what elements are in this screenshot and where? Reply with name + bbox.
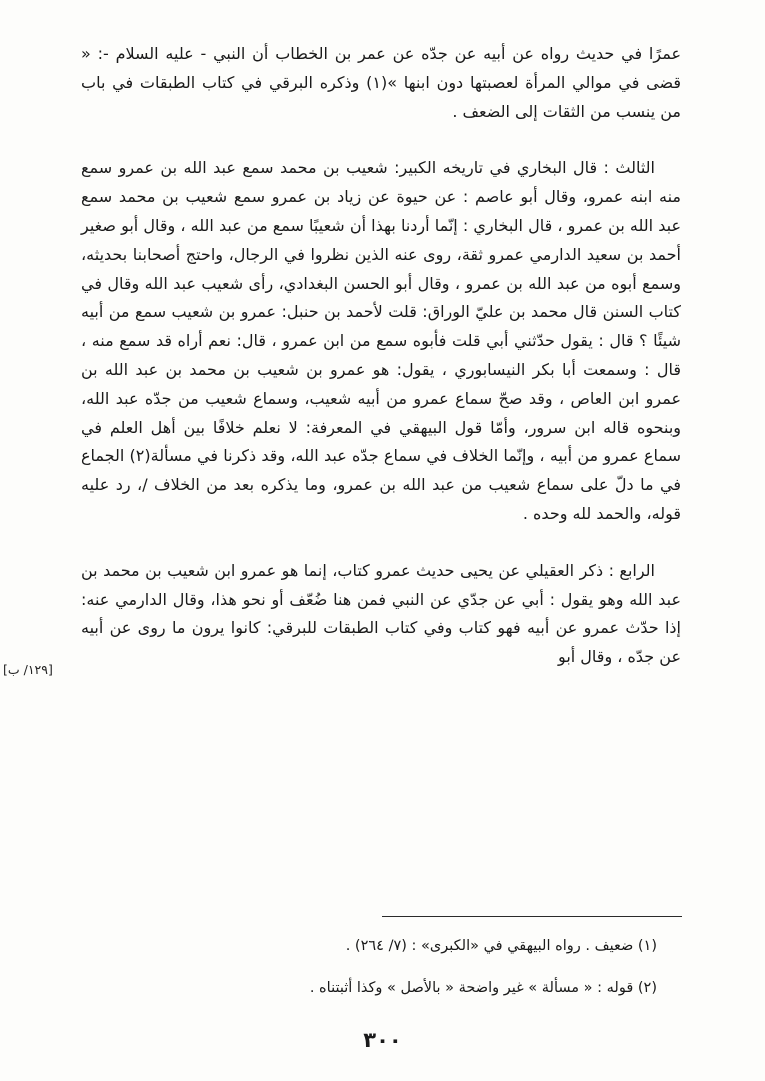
margin-folio-note: [١٢٩/ ب] [3,662,53,677]
paragraph-third: الثالث : قال البخاري في تاريخه الكبير: شعيب بن محمد سمع عبد الله بن عمرو سمع منه ابنه عمرو، وقال أبو عاصم : عن حيوة عن زياد بن عمرو سمع شعيب بن محمد سمع عبد الله بن عمرو ، قال البخاري : إنّما أردنا بهذا أن شعيبًا سمع من عبد الله ، وقال أبو صغير أحمد بن سعيد الدارمي عمرو ثقة، روى عنه الذين نظروا في الرجال، واحتج أصحابنا بحديثه، وسمع أبوه من عبد الله بن عمرو ، وقال أبو الحسن البغدادي، رأى شعيب عبد الله وقال في كتاب السنن قال محمد بن عليّ الوراق: قلت لأحمد بن حنبل: عمرو بن شعيب سمع من أبيه شيئًا ؟ قال : يقول حدّثني أبي قلت فأبوه سمع من ابن عمرو ، قال: نعم أراه قد سمع منه ، قال : وسمعت أبا بكر النيسابوري ، يقول: هو عمرو بن شعيب بن محمد بن عبد الله بن عمرو ابن العاص ، وقد صحّ سماع عمرو من أبيه شعيب، وسماع شعيب من جدّه عبد الله، وبنحوه قاله ابن سرور، وأمّا قول البيهقي في المعرفة: لا نعلم خلافًا بين أهل العلم في سماع عمرو من أبيه ، وإنّما الخلاف في سماع جدّه عبد الله، وقد ذكرنا في مسألة(٢) الجماع في ما دلّ على سماع شعيب من عبد الله بن عمرو، وما يذكره بعد من الخلاف /، رد عليه قوله، والحمد لله وحده . [81,158,681,523]
main-text [81,40,681,700]
footnote-2: (٢) قوله : « مسألة » غير واضحة « بالأصل » وكذا أثبتناه . [309,979,657,996]
footnote-1: (١) ضعيف . رواه البيهقي في «الكبرى» : (٧/ ٢٦٤) . [345,938,657,954]
paragraph-continuation: عمرًا في حديث رواه عن أبيه عن جدّه عن عمر بن الخطاب أن النبي - عليه السلام -: « قضى في موالي المرأة لعصبتها دون ابنها »(١) وذكره البرقي في كتاب الطبقات في باب من ينسب من الثقات إلى الضعف . [81,44,682,121]
paragraph-fourth: الرابع : ذكر العقيلي عن يحيى حديث عمرو كتاب، إنما هو عمرو ابن شعيب بن محمد بن عبد الله وهو يقول : أبي عن جدّي عن النبي فمن هنا ضُعّف أو نحو هذا، وقال الدارمي عنه: إذا حدّث عمرو عن أبيه فهو كتاب وفي كتاب الطبقات للبرقي: كانوا يرون ما روى عن أبيه عن جدّه ، وقال أبو [81,560,681,667]
footnote-separator [382,916,682,917]
footnotes-block [107,934,657,1017]
page-number: ٣٠٠ [363,1028,402,1052]
